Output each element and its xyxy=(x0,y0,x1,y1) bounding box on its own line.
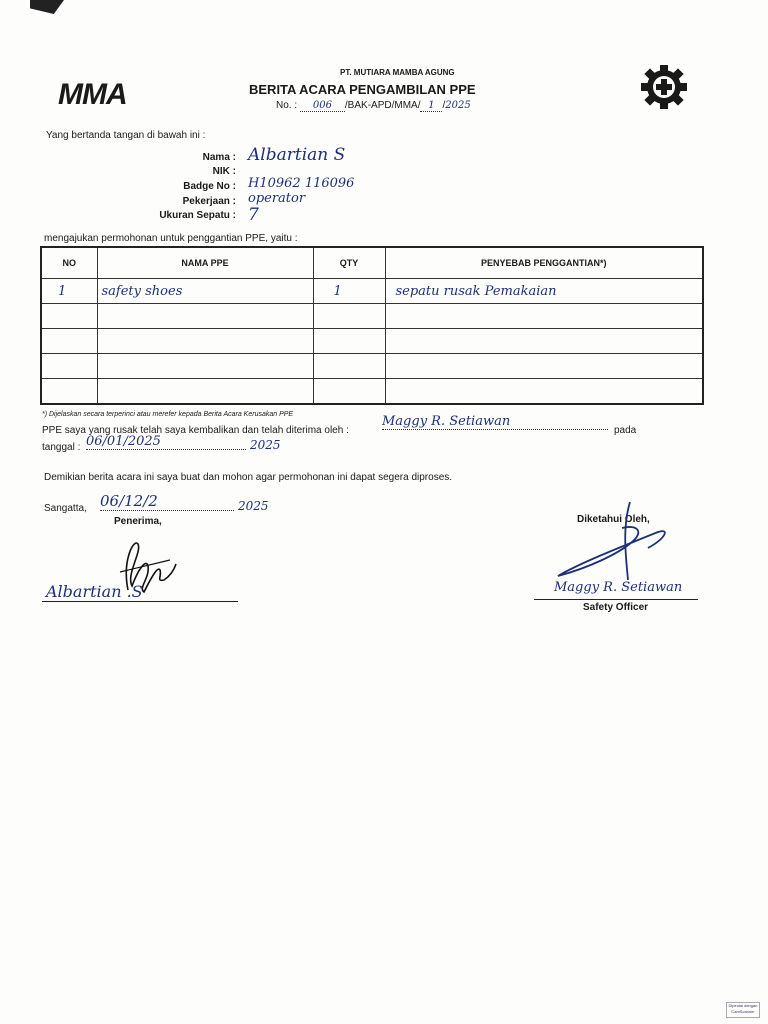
ppe-table xyxy=(40,246,704,405)
intro-text: Yang bertanda tangan di bawah ini : xyxy=(46,130,206,141)
safety-officer-signature xyxy=(548,498,678,590)
field-label-badge: Badge No : xyxy=(183,181,236,192)
col-qty: QTY xyxy=(313,247,385,279)
corner-mark xyxy=(30,0,64,14)
table-row xyxy=(41,379,703,405)
tanggal-year: 2025 xyxy=(250,438,281,452)
table-header-row xyxy=(41,247,703,279)
field-value-pekerjaan: operator xyxy=(248,191,306,206)
sign-year: 2025 xyxy=(238,499,269,513)
tanggal-label: tanggal : xyxy=(42,442,81,453)
field-value-ukuran: 7 xyxy=(248,205,259,225)
sign-date: 06/12/2 xyxy=(100,492,234,511)
penerima-title: Penerima, xyxy=(114,516,162,527)
col-no: NO xyxy=(41,247,97,279)
table-row xyxy=(41,354,703,379)
table-row xyxy=(41,279,703,304)
cell-penyebab: sepatu rusak Pemakaian xyxy=(385,279,703,304)
company-name: PT. MUTIARA MAMBA AGUNG xyxy=(340,68,455,77)
doc-no-mid: /BAK-APD/MMA/ xyxy=(344,100,421,111)
table-row xyxy=(41,304,703,329)
place: Sangatta, xyxy=(44,503,87,514)
cell-qty: 1 xyxy=(313,279,385,304)
field-label-pekerjaan: Pekerjaan : xyxy=(182,196,236,207)
gear-cross-icon xyxy=(636,64,692,110)
footnote: *) Dijelaskan secara terperinci atau merefer kepada Berita Acara Kerusakan PPE xyxy=(42,411,294,418)
col-nama-ppe: NAMA PPE xyxy=(97,247,313,279)
field-label-ukuran: Ukuran Sepatu : xyxy=(159,210,236,221)
cell-no: 1 xyxy=(41,279,97,304)
pada-text: pada xyxy=(614,425,637,436)
field-label-nik: NIK : xyxy=(212,166,236,177)
field-value-badge: H10962 116096 xyxy=(248,176,355,191)
doc-no-month: 1 xyxy=(420,100,442,112)
safety-officer-name: Maggy R. Setiawan xyxy=(554,580,683,595)
doc-no-seq: 006 xyxy=(300,100,345,112)
document-title: BERITA ACARA PENGAMBILAN PPE xyxy=(249,82,476,97)
closing-text: Demikian berita acara ini saya buat dan mohon agar permohonan ini dapat segera diproses. xyxy=(44,472,453,483)
cell-nama: safety shoes xyxy=(97,279,313,304)
doc-no-label: No. : xyxy=(276,100,298,111)
col-penyebab: PENYEBAB PENGGANTIAN*) xyxy=(385,247,703,279)
safety-officer-line xyxy=(534,599,698,600)
safety-officer-role: Safety Officer xyxy=(583,602,649,613)
receiver-name: Maggy R. Setiawan xyxy=(382,414,608,430)
field-label-nama: Nama : xyxy=(202,152,236,163)
penerima-name: Albartian .S xyxy=(46,582,143,601)
document-number: No. : 006 /BAK-APD/MMA/ 1 /2025 xyxy=(276,100,471,111)
doc-no-year: 2025 xyxy=(445,100,471,111)
penerima-line xyxy=(42,601,238,602)
field-value-nama: Albartian S xyxy=(248,145,346,165)
diketahui-title: Diketahui Oleh, xyxy=(577,514,650,525)
return-text: PPE saya yang rusak telah saya kembalikan dan telah diterima oleh : xyxy=(42,425,349,436)
scanner-badge: Dipindai dengan CamScanner xyxy=(726,1002,760,1018)
logo: MMA xyxy=(58,78,127,111)
request-text: mengajukan permohonan untuk penggantian PPE, yaitu : xyxy=(44,233,298,244)
table-row xyxy=(41,329,703,354)
tanggal-value: 06/01/2025 xyxy=(86,434,246,450)
